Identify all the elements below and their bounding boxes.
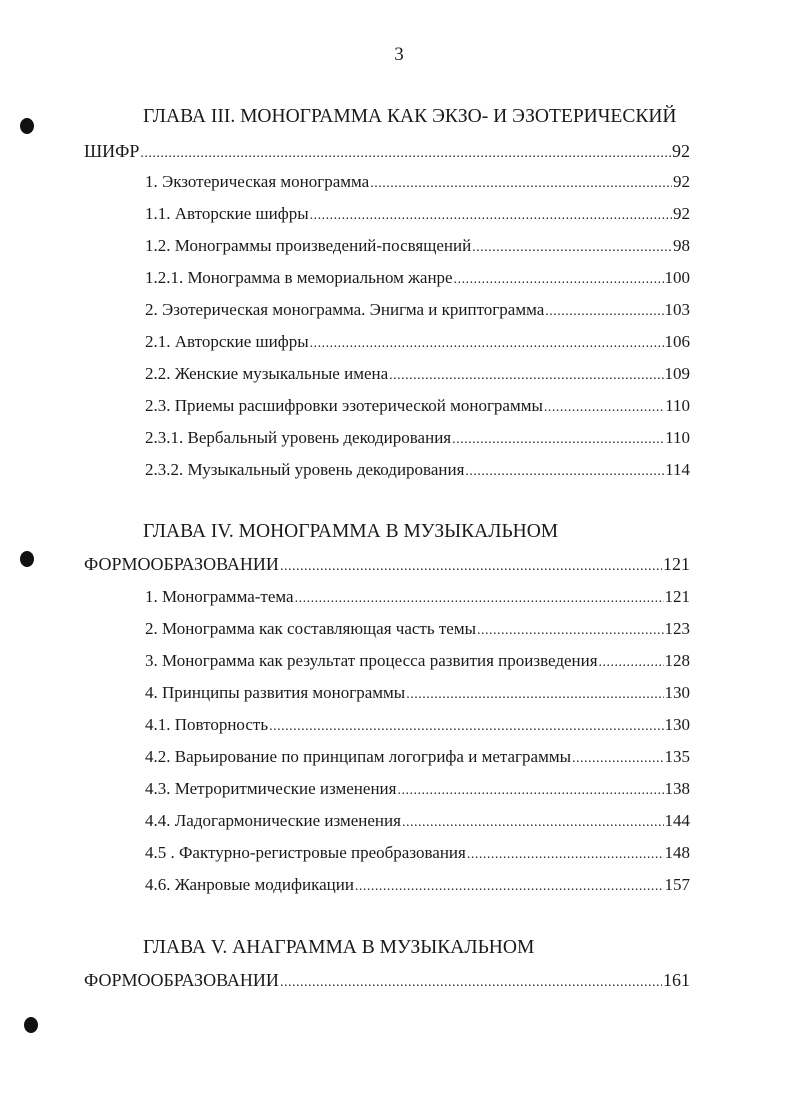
chapter-title: ГЛАВА III. МОНОГРАММА КАК ЭКЗО- И ЭЗОТЕРИЧЕСКИЙ xyxy=(143,106,677,127)
entry-text: 4.1. Повторность xyxy=(145,715,269,734)
leader-dots xyxy=(310,336,664,352)
entry-text: 4.3. Метроритмические изменения xyxy=(145,779,397,798)
toc-entry[interactable] xyxy=(145,715,690,739)
leader-dots xyxy=(310,208,672,224)
page-ref: 144 xyxy=(664,811,690,830)
toc-entry[interactable] xyxy=(145,204,690,228)
page-ref: 114 xyxy=(665,460,690,479)
toc-entry[interactable] xyxy=(145,460,690,484)
toc-entry[interactable] xyxy=(145,779,690,803)
leader-dots xyxy=(472,240,672,256)
leader-dots xyxy=(402,815,664,831)
page-ref: 148 xyxy=(664,843,690,862)
leader-dots xyxy=(280,559,662,575)
entry-text: 2.3. Приемы расшифровки эзотерической монограммы xyxy=(145,396,543,415)
chapter-continuation: ШИФР xyxy=(84,141,140,161)
chapter-entry[interactable] xyxy=(84,554,690,578)
toc-entry[interactable] xyxy=(145,300,690,324)
toc-entry[interactable] xyxy=(145,811,690,835)
page-ref: 130 xyxy=(664,683,690,702)
page-ref: 98 xyxy=(673,236,690,255)
page-ref: 135 xyxy=(664,747,690,766)
toc-entry[interactable] xyxy=(145,843,690,867)
leader-dots xyxy=(269,719,663,735)
page-ref: 161 xyxy=(663,970,690,990)
entry-text: 2. Эзотерическая монограмма. Энигма и криптограмма xyxy=(145,300,545,319)
page-ref: 121 xyxy=(663,554,690,574)
leader-dots xyxy=(140,146,671,162)
entry-text: 1.1. Авторские шифры xyxy=(145,204,309,223)
leader-dots xyxy=(389,368,663,384)
page-ref: 157 xyxy=(664,875,690,894)
page-ref: 92 xyxy=(673,204,690,223)
chapter-entry[interactable] xyxy=(84,141,690,165)
page-ref: 123 xyxy=(664,619,690,638)
chapter-title: ГЛАВА V. АНАГРАММА В МУЗЫКАЛЬНОМ xyxy=(143,937,535,958)
leader-dots xyxy=(544,400,664,416)
leader-dots xyxy=(545,304,663,320)
toc-entry[interactable] xyxy=(145,875,690,899)
entry-text: 4.5 . Фактурно-регистровые преобразования xyxy=(145,843,466,862)
page-ref: 92 xyxy=(672,141,690,161)
entry-text: 4. Принципы развития монограммы xyxy=(145,683,406,702)
entry-text: 2.3.2. Музыкальный уровень декодирования xyxy=(145,460,465,479)
page-ref: 100 xyxy=(664,268,690,287)
chapter-entry[interactable] xyxy=(84,970,690,994)
toc-entry[interactable] xyxy=(145,268,690,292)
leader-dots xyxy=(452,432,664,448)
entry-text: 2.1. Авторские шифры xyxy=(145,332,309,351)
leader-dots xyxy=(465,464,664,480)
toc-entry[interactable] xyxy=(145,236,690,260)
page-ref: 109 xyxy=(664,364,690,383)
punch-hole-bottom xyxy=(24,1017,38,1033)
leader-dots xyxy=(370,176,672,192)
entry-text: 4.2. Варьирование по принципам логогрифа и метаграммы xyxy=(145,747,572,766)
page-ref: 128 xyxy=(664,651,690,670)
entry-text: 1. Монограмма-тема xyxy=(145,587,294,606)
leader-dots xyxy=(572,751,663,767)
leader-dots xyxy=(295,591,664,607)
toc-entry[interactable] xyxy=(145,747,690,771)
leader-dots xyxy=(477,623,664,639)
entry-text: 2. Монограмма как составляющая часть темы xyxy=(145,619,476,638)
chapter-continuation: ФОРМООБРАЗОВАНИИ xyxy=(84,970,279,990)
toc-entry[interactable] xyxy=(145,172,690,196)
leader-dots xyxy=(397,783,663,799)
chapter-title: ГЛАВА IV. МОНОГРАММА В МУЗЫКАЛЬНОМ xyxy=(143,521,559,542)
entry-text: 2.2. Женские музыкальные имена xyxy=(145,364,389,383)
toc-entry[interactable] xyxy=(145,428,690,452)
toc-entry[interactable] xyxy=(145,364,690,388)
leader-dots xyxy=(406,687,663,703)
toc-entry[interactable] xyxy=(145,619,690,643)
page-ref: 92 xyxy=(673,172,690,191)
page-ref: 103 xyxy=(664,300,690,319)
entry-text: 1.2. Монограммы произведений-посвящений xyxy=(145,236,472,255)
toc-entry[interactable] xyxy=(145,587,690,611)
entry-text: 4.6. Жанровые модификации xyxy=(145,875,354,894)
leader-dots xyxy=(467,847,664,863)
page-ref: 130 xyxy=(664,715,690,734)
page-ref: 110 xyxy=(665,428,690,447)
punch-hole-middle xyxy=(20,551,34,567)
entry-text: 2.3.1. Вербальный уровень декодирования xyxy=(145,428,452,447)
leader-dots xyxy=(599,655,664,671)
leader-dots xyxy=(355,879,664,895)
page-number: 3 xyxy=(394,44,404,65)
chapter-continuation: ФОРМООБРАЗОВАНИИ xyxy=(84,554,279,574)
toc-entry[interactable] xyxy=(145,683,690,707)
page-ref: 110 xyxy=(665,396,690,415)
entry-text: 1.2.1. Монограмма в мемориальном жанре xyxy=(145,268,453,287)
toc-entry[interactable] xyxy=(145,651,690,675)
page-ref: 121 xyxy=(664,587,690,606)
page-ref: 106 xyxy=(664,332,690,351)
entry-text: 3. Монограмма как результат процесса развития произведения xyxy=(145,651,598,670)
entry-text: 4.4. Ладогармонические изменения xyxy=(145,811,401,830)
punch-hole-top xyxy=(20,118,34,134)
leader-dots xyxy=(454,272,664,288)
leader-dots xyxy=(280,975,662,991)
entry-text: 1. Экзотерическая монограмма xyxy=(145,172,370,191)
toc-entry[interactable] xyxy=(145,396,690,420)
page-ref: 138 xyxy=(664,779,690,798)
toc-entry[interactable] xyxy=(145,332,690,356)
